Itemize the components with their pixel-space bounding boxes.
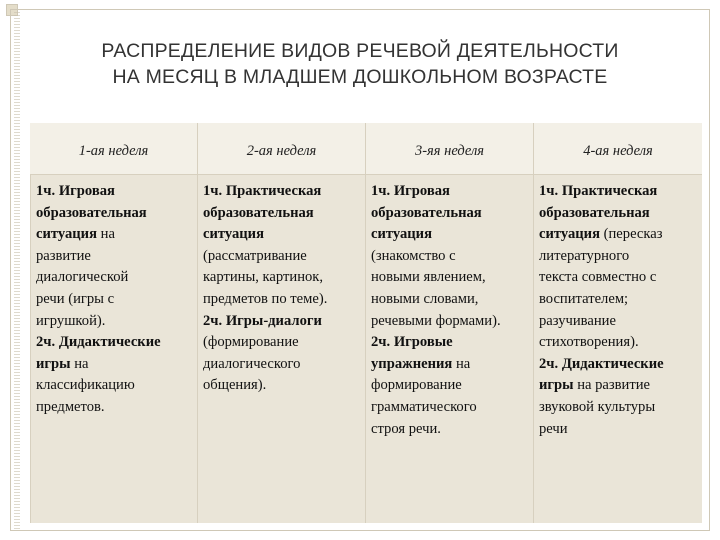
- plain-text: игрушкой).: [36, 312, 106, 329]
- cell-text-line: [36, 332, 197, 354]
- plain-text: предметов.: [36, 398, 105, 415]
- schedule-table: [30, 123, 702, 523]
- cell-text-line: [203, 224, 365, 246]
- bold-text: 1ч. Практическая: [203, 183, 322, 199]
- cell-text-line: [539, 332, 702, 354]
- cell-text-line: [203, 311, 365, 333]
- cell-week-2: [197, 174, 365, 523]
- plain-text: на: [96, 226, 115, 243]
- cell-text-line: [539, 181, 702, 203]
- cell-text-line: [203, 203, 365, 225]
- plain-text: (рассматривание: [203, 247, 307, 264]
- plain-text: общения).: [203, 377, 267, 394]
- cell-text-line: [371, 375, 533, 397]
- cell-text-line: [203, 354, 365, 376]
- plain-text: строя речи.: [371, 420, 441, 437]
- cell-text-line: [539, 203, 702, 225]
- cell-text-line: [203, 332, 365, 354]
- cell-text-line: [371, 224, 533, 246]
- header-week-3: 3-яя неделя: [365, 123, 533, 174]
- bold-text: 1ч. Практическая: [539, 183, 658, 199]
- plain-text: воспитателем;: [539, 290, 629, 307]
- plain-text: классификацию: [36, 377, 135, 394]
- cell-text-line: [371, 289, 533, 311]
- cell-text-line: [371, 332, 533, 354]
- plain-text: новыми явлением,: [371, 269, 486, 286]
- cell-text-line: [36, 354, 197, 376]
- cell-text-line: [371, 397, 533, 419]
- cell-text-line: [36, 224, 197, 246]
- cell-text-line: [36, 311, 197, 333]
- bold-text: игры: [539, 377, 574, 394]
- cell-text-line: [36, 289, 197, 311]
- plain-text: (формирование: [203, 334, 299, 351]
- cell-text-line: [539, 224, 702, 246]
- cell-text-line: [36, 267, 197, 289]
- bold-text: ситуация: [539, 226, 600, 243]
- title-line-1: РАСПРЕДЕЛЕНИЕ ВИДОВ РЕЧЕВОЙ ДЕЯТЕЛЬНОСТИ: [101, 40, 619, 62]
- bold-text: упражнения: [371, 355, 453, 372]
- bold-text: игры: [36, 355, 71, 372]
- plain-text: картины, картинок,: [203, 269, 324, 286]
- cell-text-line: [36, 375, 197, 397]
- bold-text: образовательная: [539, 204, 650, 221]
- cell-text-line: [36, 397, 197, 419]
- plain-text: диалогической: [36, 269, 129, 286]
- plain-text: (знакомство с: [371, 247, 456, 264]
- cell-text-line: [371, 311, 533, 333]
- plain-text: развитие: [36, 247, 91, 264]
- cell-text-line: [539, 289, 702, 311]
- slide-title: [30, 38, 690, 90]
- bold-text: образовательная: [36, 204, 147, 221]
- cell-text-line: [371, 181, 533, 203]
- header-week-4: 4-ая неделя: [533, 123, 702, 174]
- plain-text: (пересказ: [599, 226, 663, 243]
- cell-text-line: [203, 246, 365, 268]
- bold-text: 2ч. Дидактические: [539, 355, 664, 372]
- cell-week-3: [365, 174, 533, 523]
- bold-text: образовательная: [203, 204, 314, 221]
- cell-text-line: [539, 267, 702, 289]
- cell-text-line: [539, 419, 702, 441]
- bold-text: 1ч. Игровая: [371, 183, 450, 199]
- plain-text: диалогического: [203, 355, 301, 372]
- cell-text-line: [539, 311, 702, 333]
- decorative-stripe: [14, 12, 20, 529]
- cell-week-1: [30, 174, 197, 523]
- header-week-1: 1-ая неделя: [30, 123, 197, 174]
- cell-text-line: [203, 181, 365, 203]
- cell-text-line: [203, 267, 365, 289]
- plain-text: стихотворения).: [539, 334, 639, 351]
- header-week-2: 2-ая неделя: [197, 123, 365, 174]
- plain-text: речи (игры с: [36, 290, 115, 307]
- plain-text: на: [70, 355, 89, 372]
- bold-text: 2ч. Игровые: [371, 334, 453, 351]
- plain-text: речи: [539, 420, 568, 437]
- cell-text-line: [539, 375, 702, 397]
- bold-text: 2ч. Дидактические: [36, 334, 161, 351]
- bold-text: 2ч. Игры-диалоги: [203, 312, 322, 329]
- plain-text: грамматического: [371, 398, 477, 415]
- cell-text-line: [371, 419, 533, 441]
- plain-text: звуковой культуры: [539, 398, 656, 415]
- cell-text-line: [539, 354, 702, 376]
- plain-text: разучивание: [539, 312, 616, 329]
- bold-text: ситуация: [203, 226, 264, 243]
- cell-text-line: [36, 203, 197, 225]
- plain-text: текста совместно с: [539, 269, 657, 286]
- cell-text-line: [36, 246, 197, 268]
- bold-text: ситуация: [371, 226, 432, 243]
- plain-text: формирование: [371, 377, 462, 394]
- cell-text-line: [371, 267, 533, 289]
- cell-text-line: [371, 246, 533, 268]
- plain-text: новыми словами,: [371, 290, 479, 307]
- plain-text: предметов по теме).: [203, 290, 328, 307]
- plain-text: на: [452, 355, 471, 372]
- bold-text: ситуация: [36, 226, 97, 243]
- title-line-2: НА МЕСЯЦ В МЛАДШЕМ ДОШКОЛЬНОМ ВОЗРАСТЕ: [112, 66, 608, 88]
- bold-text: образовательная: [371, 204, 482, 221]
- plain-text: речевыми формами).: [371, 312, 501, 329]
- bold-text: 1ч. Игровая: [36, 183, 115, 199]
- cell-text-line: [371, 354, 533, 376]
- cell-text-line: [203, 375, 365, 397]
- cell-text-line: [539, 246, 702, 268]
- cell-text-line: [36, 181, 197, 203]
- plain-text: на развитие: [573, 377, 651, 394]
- cell-week-4: [533, 174, 702, 523]
- plain-text: литературного: [539, 247, 630, 264]
- cell-text-line: [371, 203, 533, 225]
- cell-text-line: [539, 397, 702, 419]
- cell-text-line: [203, 289, 365, 311]
